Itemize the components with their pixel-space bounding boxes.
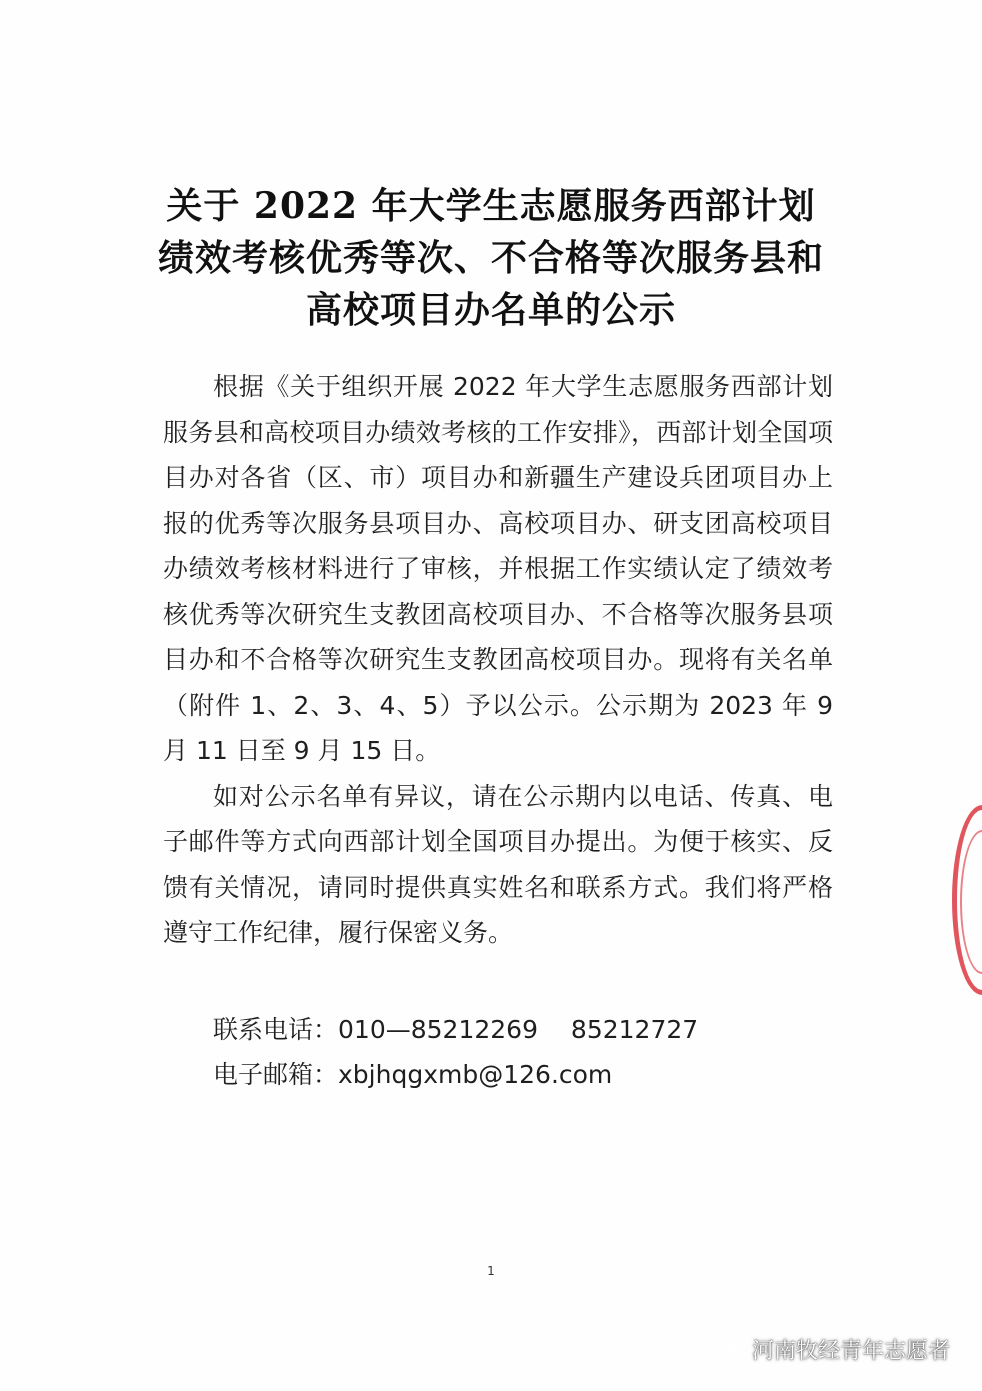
title-line-1: 关于 2022 年大学生志愿服务西部计划 xyxy=(166,185,816,227)
paragraph-2: 如对公示名单有异议，请在公示期内以电话、传真、电子邮件等方式向西部计划全国项目办提出。为便于核实、反馈有关情况，请同时提供真实姓名和联系方式。我们将严格遵守工作纪律，履行保密义务。 xyxy=(163,781,833,947)
phone-label: 联系电话： xyxy=(213,1015,339,1044)
title-line-3: 高校项目办名单的公示 xyxy=(305,289,676,331)
document-body xyxy=(163,364,833,956)
email-label: 电子邮箱： xyxy=(213,1060,339,1089)
page-number: 1 xyxy=(487,1264,495,1278)
phone-line xyxy=(213,1007,698,1052)
email-value: xbjhqgxmb@126.com xyxy=(338,1060,613,1089)
email-line xyxy=(213,1052,698,1097)
watermark-text: 河南牧经青年志愿者 xyxy=(751,1338,950,1364)
wechat-icon xyxy=(712,1336,742,1362)
phone-value: 010—85212269 85212727 xyxy=(338,1015,699,1044)
paragraph-1: 根据《关于组织开展 2022 年大学生志愿服务西部计划服务县和高校项目办绩效考核的工作安排》，西部计划全国项目办对各省（区、市）项目办和新疆生产建设兵团项目办上报的优秀等次服务县项目办、高校项目办、研支团高校项目办绩效考核材料进行了审核，并根据工作实绩认定了绩效考核优秀等次研究生支教团高校项目办、不合格等次服务县项目办和不合格等次研究生支教团高校项目办。现将有关名单（附件 1、2、3、4、5）予以公示。公示期为 2023 年 9 月 11 日至 9 月 15 日。 xyxy=(163,372,833,765)
watermark xyxy=(712,1332,950,1366)
document-title xyxy=(60,180,922,336)
title-line-2: 绩效考核优秀等次、不合格等次服务县和 xyxy=(157,237,824,279)
contact-info xyxy=(213,1007,698,1097)
